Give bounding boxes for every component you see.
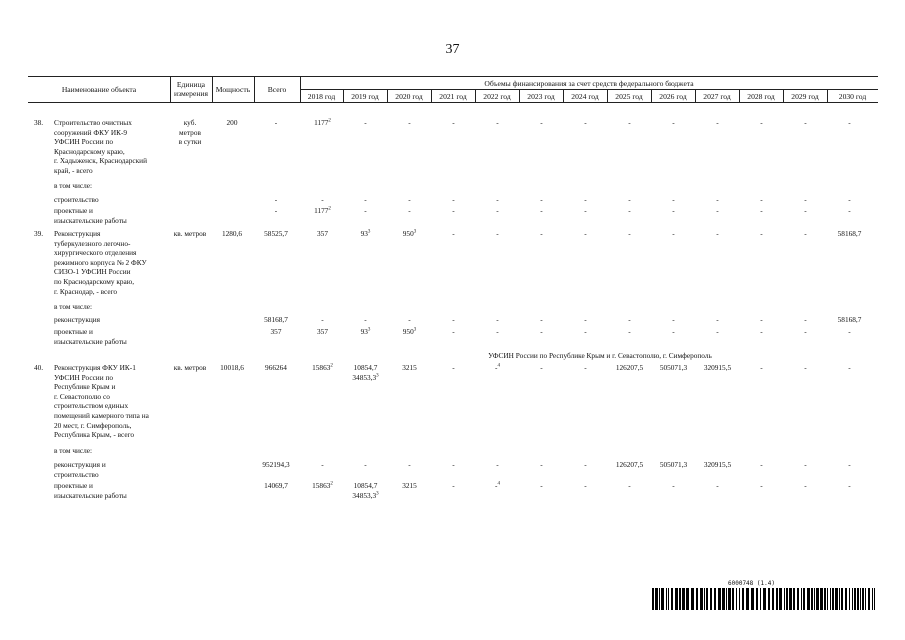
header-capacity: Мощность bbox=[215, 85, 251, 94]
row-year-value: 1177$^2$ bbox=[314, 118, 331, 127]
row-total: - bbox=[274, 206, 278, 215]
row-year-value: - bbox=[496, 315, 499, 324]
row-year-value: - bbox=[584, 460, 587, 469]
row-year-value: - bbox=[628, 481, 631, 490]
row-number: 39. bbox=[34, 229, 44, 238]
header-funding: Объемы финансирования за счет средств федерального бюджета bbox=[484, 79, 694, 88]
row-year-value: - bbox=[364, 118, 367, 127]
row-year-value: - bbox=[452, 481, 455, 490]
row-year-value: - bbox=[716, 195, 719, 204]
row-year-value: - bbox=[804, 481, 807, 490]
row-year-value: - bbox=[496, 460, 499, 469]
header-year: 2024 год bbox=[571, 92, 599, 101]
row-total: 58168,7 bbox=[264, 315, 288, 324]
row-year-value: - bbox=[672, 195, 675, 204]
row-year-value: - bbox=[628, 206, 631, 215]
row-name: Реконструкция ФКУ ИК-1 УФСИН России по Республике Крым и г. Севастополю со строительством единых помещений камерного типа на 20 мест, г. Симферополь, Республика Крым, - всего bbox=[54, 363, 149, 440]
row-year-value: - bbox=[321, 195, 324, 204]
row-year-value: 58168,7 bbox=[837, 315, 862, 324]
row-year-value: - bbox=[848, 206, 851, 215]
row-year-value: - bbox=[452, 118, 455, 127]
row-year-value: - bbox=[496, 206, 499, 215]
row-year-value: - bbox=[716, 327, 719, 336]
row-year-value: - bbox=[496, 327, 499, 336]
row-year-value: - bbox=[408, 206, 411, 215]
row-year-value: - bbox=[628, 327, 631, 336]
row-year-value: - bbox=[716, 229, 719, 238]
row-name: проектные и изыскательские работы bbox=[54, 481, 127, 500]
row-year-value: - bbox=[760, 118, 763, 127]
row-year-value: 3215 bbox=[402, 481, 417, 490]
row-year-value: - bbox=[584, 229, 587, 238]
row-year-value: - bbox=[628, 315, 631, 324]
row-name: проектные и изыскательские работы bbox=[54, 206, 127, 225]
row-total: - bbox=[274, 195, 278, 204]
row-name: реконструкция и строительство bbox=[54, 460, 106, 479]
row-year-value: - bbox=[584, 195, 587, 204]
row-year-value: -$^4$ bbox=[495, 481, 500, 490]
barcode-icon bbox=[652, 588, 877, 610]
row-year-value: 320915,5 bbox=[703, 460, 732, 469]
row-total: 14069,7 bbox=[264, 481, 288, 490]
row-year-value: - bbox=[364, 460, 367, 469]
row-year-value: 15863$^2$ bbox=[312, 363, 333, 372]
header-year: 2025 год bbox=[615, 92, 643, 101]
row-capacity: 200 bbox=[226, 118, 238, 127]
row-name: реконструкция bbox=[54, 315, 101, 324]
row-year-value: 10854,7 34853,3$^3$ bbox=[352, 481, 379, 500]
header-top-rule bbox=[28, 76, 878, 77]
row-year-value: - bbox=[540, 195, 543, 204]
row-year-value: - bbox=[628, 118, 631, 127]
row-year-value: - bbox=[584, 315, 587, 324]
row-total: 966264 bbox=[265, 363, 287, 372]
row-year-value: - bbox=[848, 118, 851, 127]
row-year-value: 357 bbox=[317, 327, 328, 336]
header-year: 2018 год bbox=[307, 92, 336, 101]
row-year-value: - bbox=[848, 195, 851, 204]
header-year: 2023 год bbox=[527, 92, 555, 101]
row-year-value: $93^3$ bbox=[360, 229, 371, 238]
header-name: Наименование объекта bbox=[61, 85, 137, 94]
row-year-value: - bbox=[804, 315, 807, 324]
row-number: 38. bbox=[34, 118, 44, 127]
row-year-value: - bbox=[672, 118, 675, 127]
row-year-value: - bbox=[716, 206, 719, 215]
row-year-value: - bbox=[804, 363, 807, 372]
row-year-value: - bbox=[848, 327, 851, 336]
row-total: 952194,3 bbox=[262, 460, 290, 469]
row-year-value: - bbox=[716, 118, 719, 127]
row-name: в том числе: bbox=[54, 181, 93, 190]
row-year-value: - bbox=[672, 481, 675, 490]
row-name: в том числе: bbox=[54, 302, 93, 311]
row-year-value: - bbox=[760, 481, 763, 490]
header-year: 2020 год bbox=[395, 92, 423, 101]
row-year-value: - bbox=[716, 481, 719, 490]
row-capacity: 1280,6 bbox=[221, 229, 243, 238]
row-year-value: 15863$^2$ bbox=[312, 481, 333, 490]
row-year-value: 3215 bbox=[402, 363, 417, 372]
row-year-value: - bbox=[540, 327, 543, 336]
row-year-value: - bbox=[760, 327, 763, 336]
row-year-value: - bbox=[848, 363, 851, 372]
row-name: Строительство очистных сооружений ФКУ ИК-9 УФСИН России по Краснодарскому краю, г. Хадыженск, Краснодарский край, - всего bbox=[54, 118, 147, 175]
row-year-value: 126207,5 bbox=[615, 363, 644, 372]
header-year: 2026 год bbox=[659, 92, 687, 101]
row-year-value: $950^3$ bbox=[402, 327, 417, 336]
row-year-value: - bbox=[628, 195, 631, 204]
row-year-value: - bbox=[848, 481, 851, 490]
row-year-value: - bbox=[760, 460, 763, 469]
header-total: Всего bbox=[267, 85, 287, 94]
row-year-value: - bbox=[540, 460, 543, 469]
row-year-value: - bbox=[408, 195, 411, 204]
row-unit: кв. метров bbox=[173, 229, 207, 238]
row-year-value: - bbox=[452, 327, 455, 336]
row-year-value: - bbox=[321, 315, 324, 324]
page-number: 37 bbox=[445, 42, 460, 57]
row-year-value: - bbox=[364, 195, 367, 204]
row-year-value: - bbox=[760, 315, 763, 324]
row-year-value: $93^3$ bbox=[360, 327, 371, 336]
row-year-value: - bbox=[321, 460, 324, 469]
row-year-value: - bbox=[804, 327, 807, 336]
row-year-value: - bbox=[584, 481, 587, 490]
row-year-value: - bbox=[584, 206, 587, 215]
row-year-value: 320915,5 bbox=[703, 363, 732, 372]
row-year-value: - bbox=[760, 363, 763, 372]
row-year-value: - bbox=[760, 206, 763, 215]
row-year-value: - bbox=[716, 315, 719, 324]
row-name: проектные и изыскательские работы bbox=[54, 327, 127, 346]
row-year-value: 58168,7 bbox=[837, 229, 862, 238]
header-year: 2027 год bbox=[703, 92, 731, 101]
region-title: УФСИН России по Республике Крым и г. Севастополю, г. Симферополь bbox=[488, 351, 712, 360]
row-year-value: - bbox=[540, 315, 543, 324]
row-year-value: - bbox=[804, 229, 807, 238]
row-name: в том числе: bbox=[54, 446, 93, 455]
row-total: 357 bbox=[270, 327, 282, 336]
row-number: 40. bbox=[34, 363, 44, 372]
row-year-value: - bbox=[540, 229, 543, 238]
row-year-value: 10854,7 34853,3$^3$ bbox=[352, 363, 379, 382]
header-year: 2019 год bbox=[351, 92, 379, 101]
row-year-value: - bbox=[584, 327, 587, 336]
row-unit: кв. метров bbox=[173, 363, 207, 372]
row-year-value: - bbox=[760, 195, 763, 204]
header-year: 2029 год bbox=[791, 92, 819, 101]
row-year-value: -$^4$ bbox=[495, 363, 500, 372]
row-total: - bbox=[274, 118, 278, 127]
row-year-value: - bbox=[672, 315, 675, 324]
row-year-value: - bbox=[408, 118, 411, 127]
row-year-value: - bbox=[452, 206, 455, 215]
row-capacity: 10018,6 bbox=[220, 363, 244, 372]
barcode-text: 6000748 (1.4) bbox=[728, 580, 775, 587]
header-year: 2030 год bbox=[838, 92, 867, 101]
row-year-value: - bbox=[408, 460, 411, 469]
row-year-value: - bbox=[628, 229, 631, 238]
row-year-value: - bbox=[540, 481, 543, 490]
row-name: Реконструкция туберкулезного легочно- хирургического отделения режимного корпуса № 2 ФКУ СИЗО-1 УФСИН России по Краснодарскому краю, г. Краснодар, - всего bbox=[54, 229, 147, 296]
row-year-value: - bbox=[540, 206, 543, 215]
row-year-value: - bbox=[452, 460, 455, 469]
row-year-value: - bbox=[804, 118, 807, 127]
row-total: 58525,7 bbox=[264, 229, 288, 238]
row-year-value: - bbox=[540, 363, 543, 372]
row-year-value: - bbox=[452, 195, 455, 204]
row-unit: куб. метров в сутки bbox=[178, 118, 202, 147]
row-year-value: - bbox=[496, 195, 499, 204]
row-year-value: 357 bbox=[317, 229, 328, 238]
row-year-value: - bbox=[672, 229, 675, 238]
row-year-value: - bbox=[584, 118, 587, 127]
row-year-value: - bbox=[364, 315, 367, 324]
header-unit: Единица измерения bbox=[174, 80, 208, 98]
row-year-value: - bbox=[672, 327, 675, 336]
row-year-value: - bbox=[760, 229, 763, 238]
header-year: 2021 год bbox=[439, 92, 467, 101]
header-bottom-rule bbox=[28, 102, 878, 103]
row-year-value: - bbox=[452, 363, 455, 372]
row-year-value: - bbox=[804, 206, 807, 215]
row-year-value: - bbox=[672, 206, 675, 215]
row-year-value: - bbox=[540, 118, 543, 127]
row-year-value: $950^3$ bbox=[402, 229, 417, 238]
row-year-value: - bbox=[364, 206, 367, 215]
row-year-value: - bbox=[452, 315, 455, 324]
row-year-value: - bbox=[452, 229, 455, 238]
row-year-value: - bbox=[496, 118, 499, 127]
row-year-value: 505071,3 bbox=[659, 460, 688, 469]
row-year-value: - bbox=[496, 229, 499, 238]
row-year-value: - bbox=[804, 195, 807, 204]
row-year-value: - bbox=[584, 363, 587, 372]
row-year-value: - bbox=[408, 315, 411, 324]
row-name: строительство bbox=[54, 195, 99, 204]
row-year-value: 126207,5 bbox=[615, 460, 644, 469]
header-year: 2022 год bbox=[483, 92, 511, 101]
header-year: 2028 год bbox=[747, 92, 775, 101]
row-year-value: 505071,3 bbox=[659, 363, 688, 372]
row-year-value: 1177$^2$ bbox=[314, 206, 331, 215]
row-year-value: - bbox=[848, 460, 851, 469]
row-year-value: - bbox=[804, 460, 807, 469]
